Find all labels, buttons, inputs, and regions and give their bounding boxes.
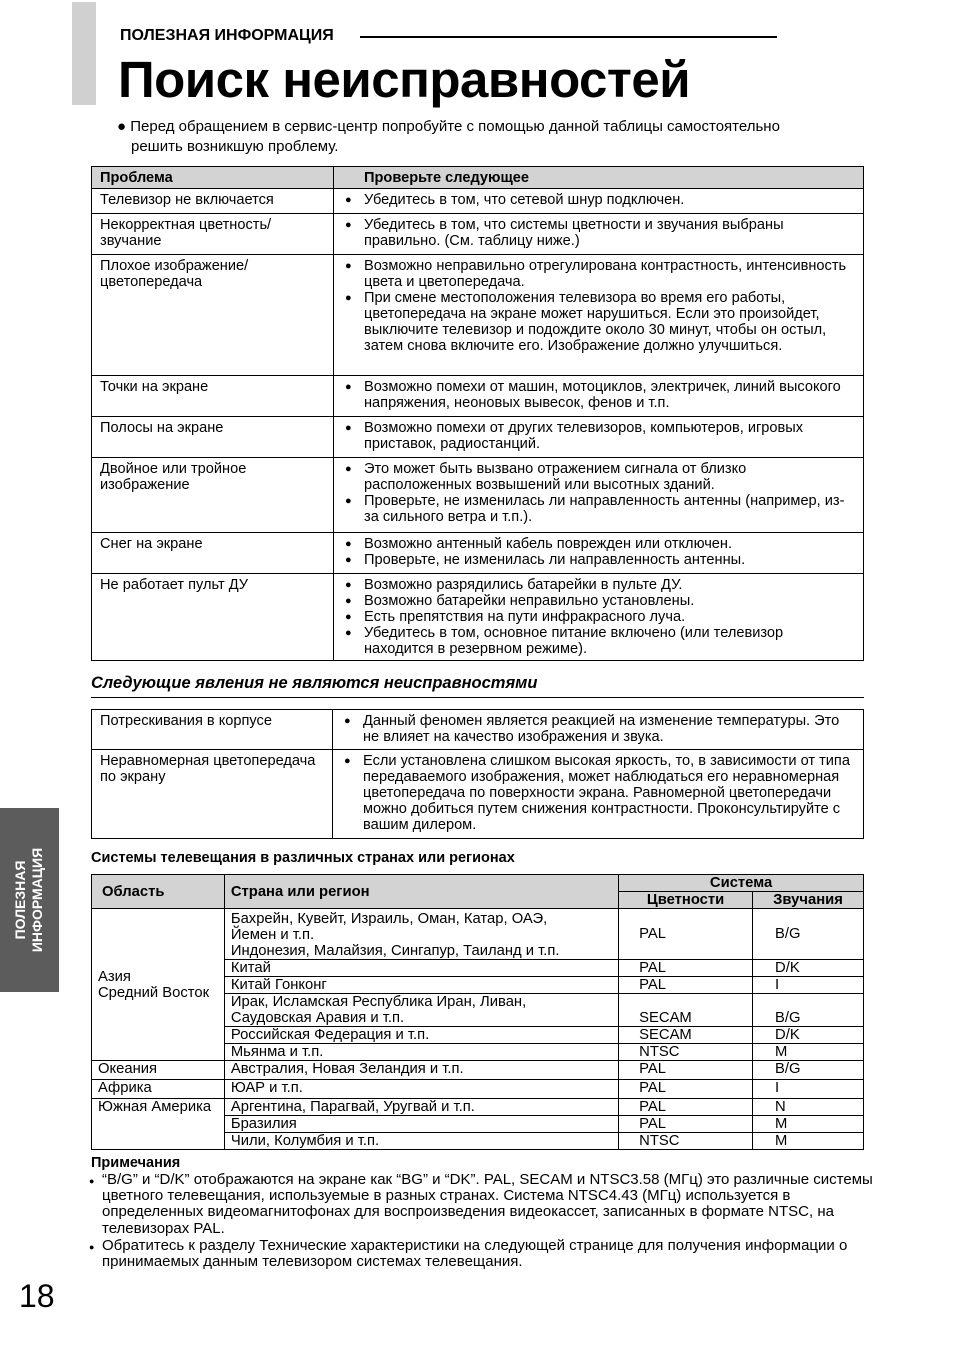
check-cell [334, 417, 864, 458]
sound-cell: B/G [753, 1061, 864, 1080]
table-row [92, 255, 864, 376]
country-cell: Китай Гонконг [224, 977, 618, 994]
sound-cell: D/K [753, 1027, 864, 1044]
check-cell [334, 458, 864, 533]
problem-cell: Не работает пульт ДУ [92, 574, 334, 661]
table-header-row [92, 167, 864, 189]
page-title: Поиск неисправностей [118, 51, 691, 108]
broadcast-table [91, 874, 864, 1150]
check-cell [334, 214, 864, 255]
table-header-row [92, 875, 864, 892]
area-name: Средний Восток [98, 984, 210, 1001]
column-header-sound: Звучания [753, 892, 864, 909]
check-item: ● Убедитесь в том, что системы цветности и звучания выбраны правильно. (См. таблицу ниже.) [342, 217, 855, 249]
check-item: ● Возможно помехи от других телевизоров, компьютеров, игровых приставок, радиостанций. [342, 420, 855, 452]
color-cell: NTSC [619, 1133, 753, 1150]
color-cell: NTSC [619, 1044, 753, 1061]
problem-cell: Двойное или тройное изображение [92, 458, 334, 533]
country-cell: Российская Федерация и т.п. [224, 1027, 618, 1044]
side-tab-line-2: ИНФОРМАЦИЯ [29, 847, 45, 953]
non-faults-title: Следующие явления не являются неисправностями [91, 674, 538, 692]
table-row [92, 458, 864, 533]
check-cell [334, 533, 864, 574]
table-row [92, 533, 864, 574]
check-item: ● При смене местоположения телевизора во время его работы, цветопередача на экране может нарушиться. Если это произойдет, выключите телевизор и подождите около 30 минут, чтобы он остыл, затем снова включите его. Изображение должно улучшиться. [342, 290, 855, 354]
table-row [92, 1080, 864, 1099]
area-cell [92, 909, 225, 1061]
country-cell: Австралия, Новая Зеландия и т.п. [224, 1061, 618, 1080]
country-cell [224, 994, 618, 1027]
sound-cell: M [753, 1116, 864, 1133]
sound-cell: M [753, 1133, 864, 1150]
table-row [92, 710, 864, 750]
country-line: Йемен и т.п. [230, 927, 315, 943]
non-faults-table [91, 709, 864, 839]
area-cell: Южная Америка [92, 1099, 225, 1150]
table-row [92, 1061, 864, 1080]
country-cell: Аргентина, Парагвай, Уругвай и т.п. [224, 1099, 618, 1116]
problem-cell: Телевизор не включается [92, 189, 334, 214]
intro-note: ● Перед обращением в сервис-центр попробуйте с помощью данной таблицы самостоятельно решить возникшую проблему. [117, 117, 857, 157]
check-cell [334, 574, 864, 661]
country-cell [224, 909, 618, 960]
table-row [92, 574, 864, 661]
sound-cell: M [753, 1044, 864, 1061]
country-line: Индонезия, Малайзия, Сингапур, Таиланд и т.п. [230, 943, 560, 959]
check-item: ● Возможно неправильно отрегулирована контрастность, интенсивность цвета и цветопередача. [342, 258, 855, 290]
side-tab-text [12, 848, 46, 952]
check-item: ● Данный феномен является реакцией на изменение температуры. Это не влияет на качество изображения и звука. [341, 713, 855, 745]
header-accent-bar [72, 2, 96, 105]
area-cell: Африка [92, 1080, 225, 1099]
troubleshooting-table [91, 166, 864, 661]
table-row [92, 376, 864, 417]
column-header-problem: Проблема [92, 167, 334, 189]
country-line: Саудовская Аравия и т.п. [230, 1010, 405, 1026]
check-item: ● Убедитесь в том, что сетевой шнур подключен. [342, 192, 855, 208]
table-row [92, 909, 864, 960]
section-label: ПОЛЕЗНАЯ ИНФОРМАЦИЯ [120, 27, 334, 44]
sound-cell: N [753, 1099, 864, 1116]
problem-cell: Некорректная цветность/ звучание [92, 214, 334, 255]
sound-cell: B/G [753, 909, 864, 960]
column-header-system: Система [619, 875, 864, 892]
side-tab-line-1: ПОЛЕЗНАЯ [12, 860, 28, 940]
color-cell: PAL [619, 960, 753, 977]
country-cell: Китай [224, 960, 618, 977]
check-item: ● Убедитесь в том, основное питание включено (или телевизор находится в резервном режиме). [342, 625, 855, 657]
country-cell: ЮАР и т.п. [224, 1080, 618, 1099]
notes-heading: Примечания [91, 1155, 181, 1171]
color-cell: PAL [619, 977, 753, 994]
area-cell: Океания [92, 1061, 225, 1080]
problem-cell: Потрескивания в корпусе [92, 710, 333, 750]
section-rule [360, 36, 777, 38]
country-line: Ирак, Исламская Республика Иран, Ливан, [230, 994, 527, 1010]
country-cell: Бразилия [224, 1116, 618, 1133]
table-row [92, 1099, 864, 1116]
side-section-tab [0, 808, 59, 992]
note-item: ● “B/G” и “D/K” отображаются на экране как “BG” и “DK”. PAL, SECAM и NTSC3.58 (МГц) это различные системы цветного телевещания, используемые в разных странах. Система NTSC4.43 (МГц) используется в определенных видеомагнитофонах для воспроизведения видеокассет, записанных в формате NTSC, на телевизорах PAL. [89, 1172, 874, 1237]
check-item: ● Возможно разрядились батарейки в пульте ДУ. [342, 577, 855, 593]
column-header-check: Проверьте следующее [334, 167, 864, 189]
area-name: Азия [98, 968, 131, 985]
problem-cell: Снег на экране [92, 533, 334, 574]
color-cell: PAL [619, 1080, 753, 1099]
table-row [92, 417, 864, 458]
column-header-country: Страна или регион [224, 875, 618, 909]
check-item: ● Возможно батарейки неправильно установлены. [342, 593, 855, 609]
table-row [92, 189, 864, 214]
sound-cell: D/K [753, 960, 864, 977]
color-cell: PAL [619, 1061, 753, 1080]
check-item: ● Есть препятствия на пути инфракрасного луча. [342, 609, 855, 625]
country-cell: Мьянма и т.п. [224, 1044, 618, 1061]
notes-list [89, 1172, 874, 1271]
check-cell [333, 710, 864, 750]
broadcast-title: Системы телевещания в различных странах или регионах [91, 850, 515, 866]
color-cell: PAL [619, 1116, 753, 1133]
country-line: Бахрейн, Кувейт, Израиль, Оман, Катар, ОАЭ, [230, 911, 548, 927]
check-item: ● Возможно антенный кабель поврежден или отключен. [342, 536, 855, 552]
color-cell: SECAM [619, 1027, 753, 1044]
sound-cell: I [753, 977, 864, 994]
check-item: ● Проверьте, не изменилась ли направленность антенны. [342, 552, 855, 568]
color-cell: SECAM [619, 994, 753, 1027]
check-cell [333, 750, 864, 839]
problem-cell: Полосы на экране [92, 417, 334, 458]
sound-cell: I [753, 1080, 864, 1099]
note-item: ● Обратитесь к разделу Технические характеристики на следующей странице для получения информации о принимаемых данным телевизором системах телевещания. [89, 1238, 874, 1270]
check-item: ● Если установлена слишком высокая яркость, то, в зависимости от типа передаваемого изображения, может наблюдаться его неравномерная цветопередача по поверхности экрана. Равномерной цветопередачи можно добиться путем снижения контрастности. Проконсультируйте с вашим дилером. [341, 753, 855, 833]
column-header-area: Область [92, 875, 225, 909]
check-item: ● Возможно помехи от машин, мотоциклов, электричек, линий высокого напряжения, неоновых вывесок, фенов и т.п. [342, 379, 855, 411]
page-number: 18 [19, 1278, 55, 1314]
problem-cell: Точки на экране [92, 376, 334, 417]
check-item: ● Это может быть вызвано отражением сигнала от близко расположенных возвышений или высотных зданий. [342, 461, 855, 493]
country-cell: Чили, Колумбия и т.п. [224, 1133, 618, 1150]
problem-cell: Неравномерная цветопередача по экрану [92, 750, 333, 839]
check-cell [334, 255, 864, 376]
check-item: ● Проверьте, не изменилась ли направленность антенны (например, из-за сильного ветра и т.п.). [342, 493, 855, 525]
intro-line-2: решить возникшую проблему. [131, 138, 339, 155]
problem-cell: Плохое изображение/ цветопередача [92, 255, 334, 376]
non-faults-rule [91, 697, 864, 698]
table-row [92, 750, 864, 839]
intro-line-1: Перед обращением в сервис-центр попробуйте с помощью данной таблицы самостоятельно [130, 118, 780, 135]
color-cell: PAL [619, 1099, 753, 1116]
color-cell: PAL [619, 909, 753, 960]
table-row [92, 214, 864, 255]
column-header-color: Цветности [619, 892, 753, 909]
check-cell [334, 189, 864, 214]
sound-cell: B/G [753, 994, 864, 1027]
check-cell [334, 376, 864, 417]
